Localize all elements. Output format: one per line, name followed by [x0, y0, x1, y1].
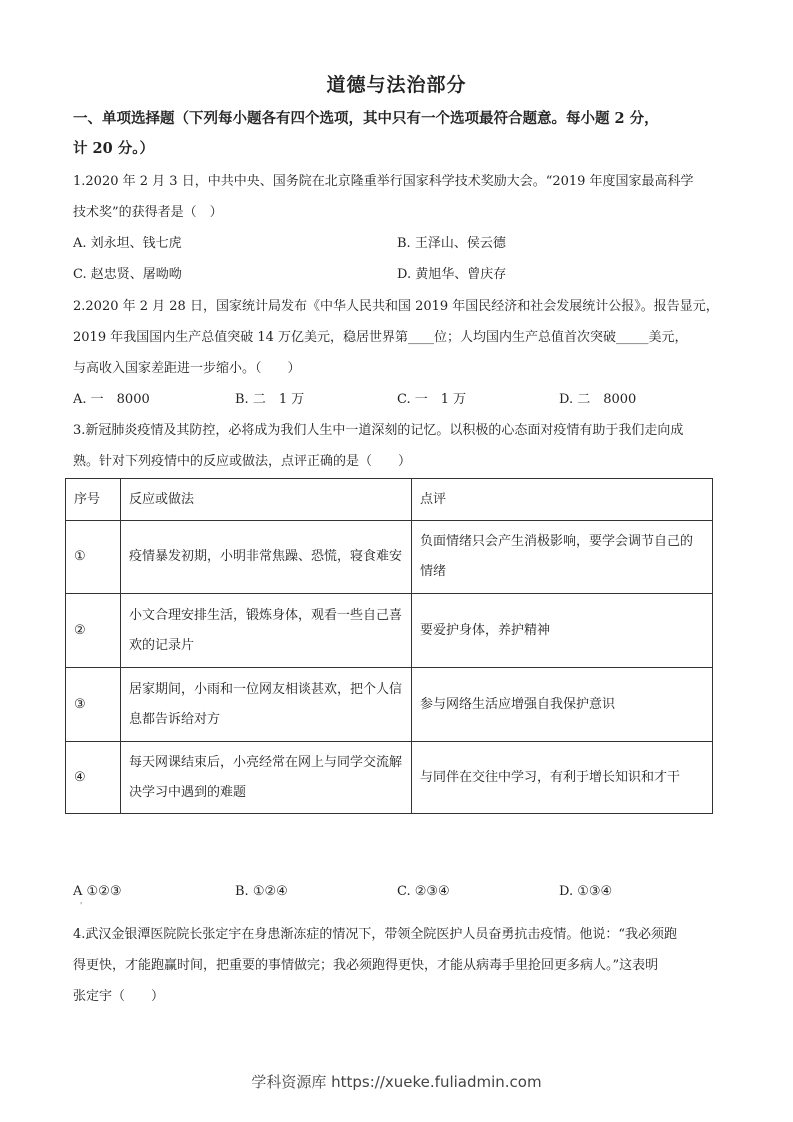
- table-cell-action: 疫情暴发初期，小明非常焦躁、恐慌，寝食难安: [121, 521, 412, 594]
- table-cell-action: 每天网课结束后，小亮经常在网上与同学交流解决学习中遇到的难题: [121, 742, 412, 814]
- q1-option-d: D. 黄旭华、曾庆存: [397, 267, 507, 282]
- q1-text-line2: 技术奖”的获得者是（ ）: [73, 205, 223, 220]
- table-cell-num: ④: [66, 742, 121, 814]
- table-cell-comment: 要爱护身体，养护精神: [412, 594, 713, 668]
- table-cell-comment: 与同伴在交往中学习，有利于增长知识和才干: [412, 742, 713, 814]
- q2-option-c: C. 一 1 万: [397, 392, 467, 407]
- q3-text-line1: 3.新冠肺炎疫情及其防控，必将成为我们人生中一道深刻的记忆。以积极的心态面对疫情有助于我们走向成: [73, 423, 684, 438]
- table-cell-num: ②: [66, 594, 121, 668]
- page-title: 道德与法治部分: [326, 74, 467, 96]
- q3-table: [65, 478, 713, 814]
- table-cell-action: 小文合理安排生活，锻炼身体，观看一些自己喜欢的记录片: [121, 594, 412, 668]
- q3-option-d: D. ①③④: [559, 884, 613, 899]
- footer-watermark-link[interactable]: 学科资源库 https://xueke.fuliadmin.com: [251, 1073, 542, 1091]
- q4-text-line3: 张定宇（ ）: [73, 989, 165, 1004]
- table-header: 点评: [412, 479, 713, 521]
- stray-mark: ': [80, 901, 83, 910]
- table-row: [66, 742, 713, 814]
- section-heading-line1: 一、单项选择题（下列每小题各有四个选项，其中只有一个选项最符合题意。每小题 2 分，: [73, 110, 659, 127]
- q4-text-line2: 得更快，才能跑赢时间，把重要的事情做完；我必须跑得更快，才能从病毒手里抢回更多病人。”这表明: [73, 958, 659, 973]
- table-row: [66, 668, 713, 742]
- table-cell-action: 居家期间，小雨和一位网友相谈甚欢，把个人信息都告诉给对方: [121, 668, 412, 742]
- q4-text-line1: 4.武汉金银潭医院院长张定宇在身患渐冻症的情况下，带领全院医护人员奋勇抗击疫情。他说：“我必须跑: [73, 927, 678, 942]
- q3-text-line2: 熟。针对下列疫情中的反应或做法，点评正确的是（ ）: [73, 454, 412, 469]
- q1-text-line1: 1.2020 年 2 月 3 日，中共中央、国务院在北京隆重举行国家科学技术奖励大会。“2019 年度国家最高科学: [73, 174, 694, 189]
- table-row: [66, 594, 713, 668]
- table-cell-comment: 参与网络生活应增强自我保护意识: [412, 668, 713, 742]
- q2-option-d: D. 二 8000: [559, 392, 637, 407]
- table-cell-num: ③: [66, 668, 121, 742]
- table-header: 反应或做法: [121, 479, 412, 521]
- table-cell-comment: 负面情绪只会产生消极影响，要学会调节自己的情绪: [412, 521, 713, 594]
- table-header-row: [66, 479, 713, 521]
- q3-option-b: B. ①②④: [235, 884, 288, 899]
- table-row: [66, 521, 713, 594]
- q1-option-b: B. 王泽山、侯云德: [397, 236, 506, 251]
- table-cell-num: ①: [66, 521, 121, 594]
- q2-option-a: A. 一 8000: [73, 392, 150, 407]
- q2-option-b: B. 二 1 万: [235, 392, 305, 407]
- section-heading-line2: 计 20 分。）: [73, 140, 155, 157]
- q2-text-line3: 与高收入国家差距进一步缩小。（ ）: [73, 361, 301, 376]
- q2-text-line2: 2019 年我国国内生产总值突破 14 万亿美元，稳居世界第____位；人均国内生产总值首次突破_____美元，: [73, 330, 688, 345]
- table-header: 序号: [66, 479, 121, 521]
- q2-text-line1: 2.2020 年 2 月 28 日，国家统计局发布《中华人民共和国 2019 年国民经济和社会发展统计公报》。报告显元，: [73, 299, 719, 314]
- q1-option-a: A. 刘永坦、钱七虎: [73, 236, 182, 251]
- q3-option-c: C. ②③④: [397, 884, 450, 899]
- q1-option-c: C. 赵忠贤、屠呦呦: [73, 267, 182, 282]
- q3-option-a: A ①②③: [73, 884, 122, 899]
